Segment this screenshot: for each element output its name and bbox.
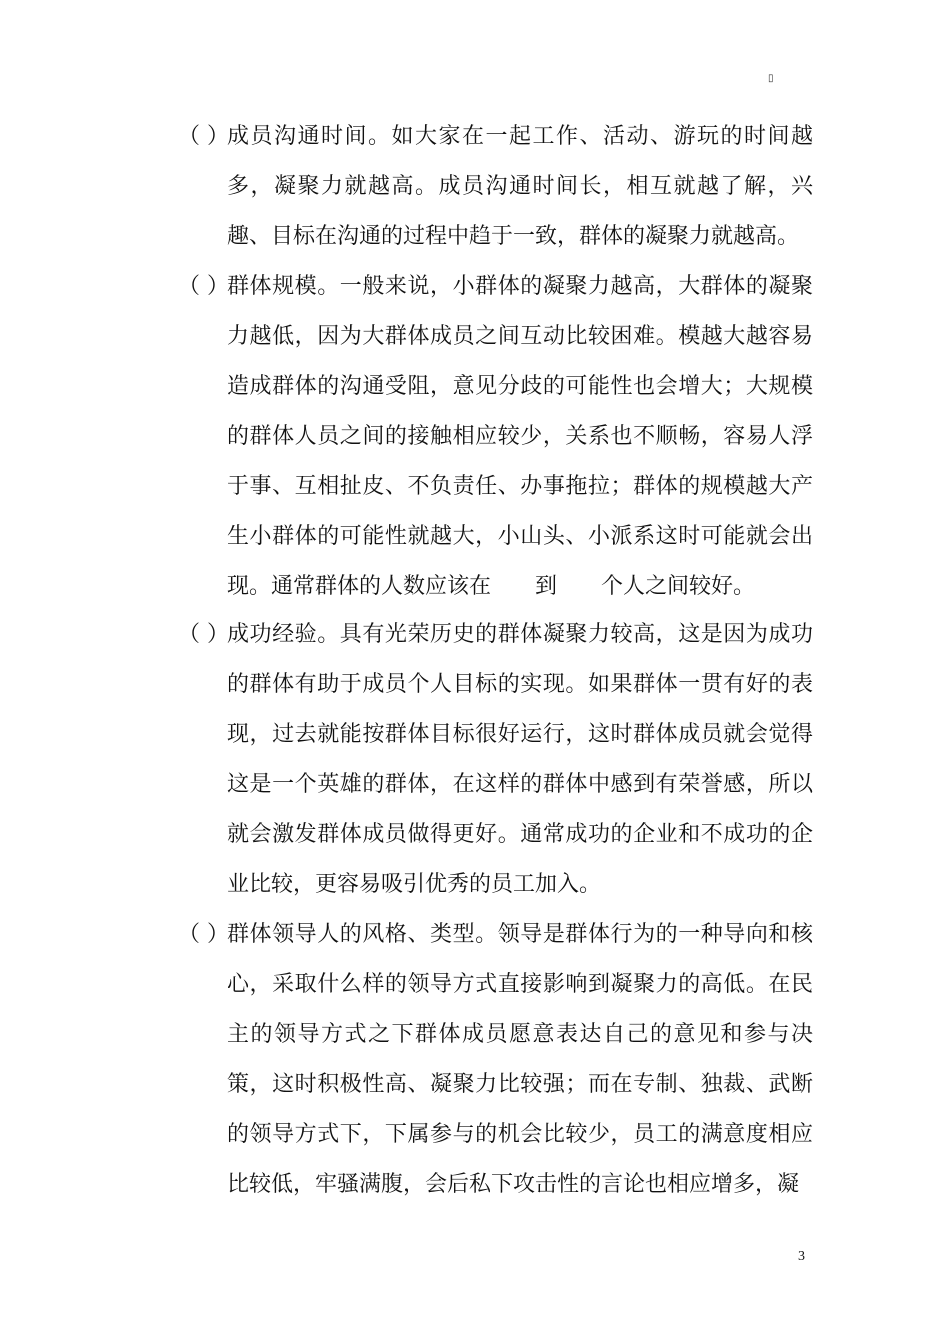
page-number: 3: [798, 1249, 805, 1264]
item-text: 成员沟通时间。如大家在一起工作、活动、游玩的时间越多，凝聚力就越高。成员沟通时间长，相互就越了解，兴趣、目标在沟通的过程中趋于一致，群体的凝聚力就越高。: [227, 124, 813, 249]
item-marker: （ ）: [178, 124, 229, 149]
header-mark: ▯: [768, 73, 774, 84]
item-marker: （ ）: [178, 622, 229, 647]
item-marker: （ ）: [178, 922, 229, 947]
item-text: 群体规模。一般来说，小群体的凝聚力越高，大群体的凝聚力越低，因为大群体成员之间互动比较困难。模越大越容易造成群体的沟通受阻，意见分歧的可能性也会增大；大规模的群体人员之间的接触相应较少，关系也不顺畅，容易人浮于事、互相扯皮、不负责任、办事拖拉；群体的规模越大产生小群体的可能性就越大，小山头、小派系这时可能就会出现。通常群体的人数应该在 到 个人之间较好。: [227, 274, 813, 599]
item-text: 成功经验。具有光荣历史的群体凝聚力较高，这是因为成功的群体有助于成员个人目标的实现。如果群体一贯有好的表现，过去就能按群体目标很好运行，这时群体成员就会觉得这是一个英雄的群体，在这样的群体中感到有荣誉感，所以就会激发群体成员做得更好。通常成功的企业和不成功的企业比较，更容易吸引优秀的员工加入。: [227, 622, 813, 897]
item-text: 群体领导人的风格、类型。领导是群体行为的一种导向和核心，采取什么样的领导方式直接影响到凝聚力的高低。在民主的领导方式之下群体成员愿意表达自己的意见和参与决策，这时积极性高、凝聚力比较强；而在专制、独裁、武断的领导方式下，下属参与的机会比较少，员工的满意度相应比较低，牢骚满腹，会后私下攻击性的言论也相应增多，凝: [227, 922, 813, 1197]
item-marker: （ ）: [178, 274, 229, 299]
